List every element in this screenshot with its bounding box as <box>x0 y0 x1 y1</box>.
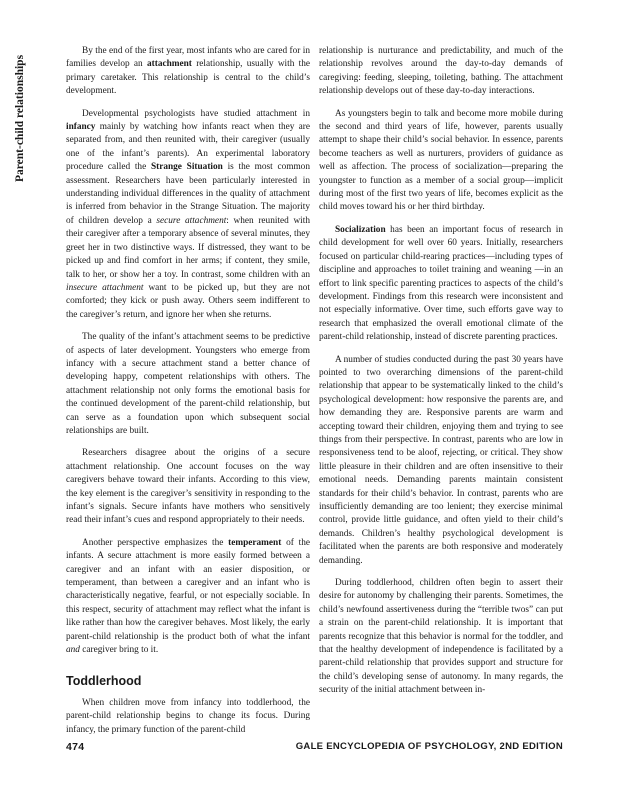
text-run: want to be picked up, but they are not comforted; they kick or push away. Others seem indifferent to the caregiver’s return, and ignore her when she returns. <box>66 282 310 320</box>
left-column <box>66 45 310 746</box>
paragraph <box>319 45 563 99</box>
text-run: of the infants. A secure attachment is more easily formed between a caregiver and an infant with an easier disposition, or temperament, than between a caregiver and an infant who is characteristically negative, fearful, or not especially sociable. In this respect, security of attachment may reflect what the infant is like rather than how the caregiver behaves. Most likely, the early parent-child relationship is the product both of what the infant <box>66 537 310 642</box>
text-run: Researchers disagree about the origins of a secure attachment relationship. One account focuses on the way caregivers behave toward their infants. According to this view, the key element is the caregiver’s sensitivity in responding to the infant’s signals. Secure infants have mothers who sensitively read their infant’s cues and respond appropriately to their needs. <box>66 448 310 526</box>
text-run: When children move from infancy into toddlerhood, the parent-child relationship begins to change its focus. During infancy, the primary function of the parent-child <box>66 697 310 735</box>
bold-term: Socialization <box>335 224 386 235</box>
text-run: By the end of the first year, most infants who are cared for in families develop an <box>66 46 310 70</box>
bold-term: attachment <box>146 59 192 70</box>
text-run: During toddlerhood, children often begin to assert their desire for autonomy by challenging their parents. Sometimes, the child’s newfound assertiveness during the “terrible twos” can put a strain on the parent-child relationship. It is important that parents recognize that this behavior is normal for the toddler, and that the healthy development of independence is facilitated by a parent-child relationship that provides support and structure for the child’s developing sense of autonomy. In many regards, the security of the initial attachment between in- <box>319 578 563 696</box>
text-run: Developmental psychologists have studied attachment in <box>82 108 310 119</box>
text-run: A number of studies conducted during the past 30 years have pointed to two overarching dimensions of the parent-child relationship that appear to be systematically linked to the child’s psychological development: how responsive the parents are, and how demanding they are. Responsive parents are warm and accepting toward their children, enjoying them and trying to see things from their perspective. In contrast, parents who are low in responsiveness tend to be aloof, rejecting, or critical. They show little pleasure in their children and are often insensitive to their emotional needs. Demanding parents maintain consistent standards for their child’s behavior. In contrast, parents who are insufficiently demanding are too lenient; they exercise minimal control, provide little guidance, and often yield to their child’s demands. Children’s healthy psychological development is facilitated when the parents are both responsive and moderately demanding. <box>319 354 563 566</box>
paragraph <box>66 331 310 438</box>
italic-term: insecure attachment <box>66 282 144 293</box>
paragraph <box>319 354 563 569</box>
paragraph <box>66 45 310 99</box>
text-run: relationship is nurturance and predictability, and much of the relationship revolves around the day-to-day demands of caregiving: feeding, sleeping, toileting, bathing. The attachment relationship develops out of these day-to-day interactions. <box>319 46 563 97</box>
italic-term: and <box>66 645 80 656</box>
paragraph <box>319 577 563 698</box>
book-title: GALE ENCYCLOPEDIA OF PSYCHOLOGY, 2ND EDITION <box>295 741 563 752</box>
section-heading: Toddlerhood <box>66 674 142 689</box>
right-column <box>319 45 563 707</box>
paragraph <box>66 447 310 527</box>
page-number: 474 <box>66 741 85 753</box>
paragraph <box>319 224 563 345</box>
paragraph <box>319 108 563 215</box>
running-header-text: Parent-child relationships <box>14 54 26 182</box>
text-run: As youngsters begin to talk and become more mobile during the second and third years of life, however, parents usually attempt to shape their child’s social behavior. In essence, parents become teachers as well as nurturers, providers of guidance as well as affection. The process of socialization—preparing the youngster to function as a member of a social group—implicit during most of the first two years of life, becomes explicit as the child moves toward his or her third birthday. <box>319 108 563 213</box>
italic-term: secure attachment <box>156 215 227 226</box>
bold-term: temperament <box>228 537 282 548</box>
text-run: Another perspective emphasizes the <box>82 537 229 548</box>
text-run: relationship, usually with the primary caretaker. This relationship is central to the child’s development. <box>66 59 310 97</box>
text-run: has been an important focus of research in child development for well over 60 years. Initially, researchers focused on particular child-rearing practices—including types of discipline and approaches to toilet training and weaning —in an effort to link specific parenting practices to aspects of the child’s development. Findings from this research were inconsistent and not especially informative. Over time, such efforts gave way to research that emphasized the overall emotional climate of the parent-child relationship, instead of discrete parenting practices. <box>319 224 563 343</box>
paragraph <box>66 537 310 658</box>
paragraph <box>66 108 310 323</box>
paragraph <box>66 697 310 737</box>
text-run: : when reunited with their caregiver after a temporary absence of several minutes, they greet her in two distinctive ways. If distressed, they want to be picked up and find comfort in her arms; if content, they smile, talk to her, or show her a toy. In contrast, some children with an <box>66 215 310 280</box>
running-header-vertical <box>14 54 32 182</box>
text-run: caregiver bring to it. <box>79 645 159 656</box>
text-run: is the most common assessment. Researchers have been particularly interested in understanding individual differences in the quality of attachment is inferred from behavior in the Strange Situation. The majority of children develop a <box>66 162 310 226</box>
text-run: mainly by watching how infants react when they are separated from, and then reunited with, their caregiver (usually one of the infant’s parents). An experimental laboratory procedure called the <box>66 122 310 173</box>
page-footer <box>66 741 563 755</box>
bold-term: Strange Situation <box>150 162 223 173</box>
bold-term: infancy <box>66 122 96 133</box>
text-run: The quality of the infant’s attachment seems to be predictive of aspects of later development. Youngsters who emerge from infancy with a secure attachment stand a better chance of developing happy, competent relationships with others. The attachment relationship not only forms the emotional basis for the continued development of the parent-child relationship, but can serve as a foundation upon which subsequent social relationships are built. <box>66 332 310 436</box>
